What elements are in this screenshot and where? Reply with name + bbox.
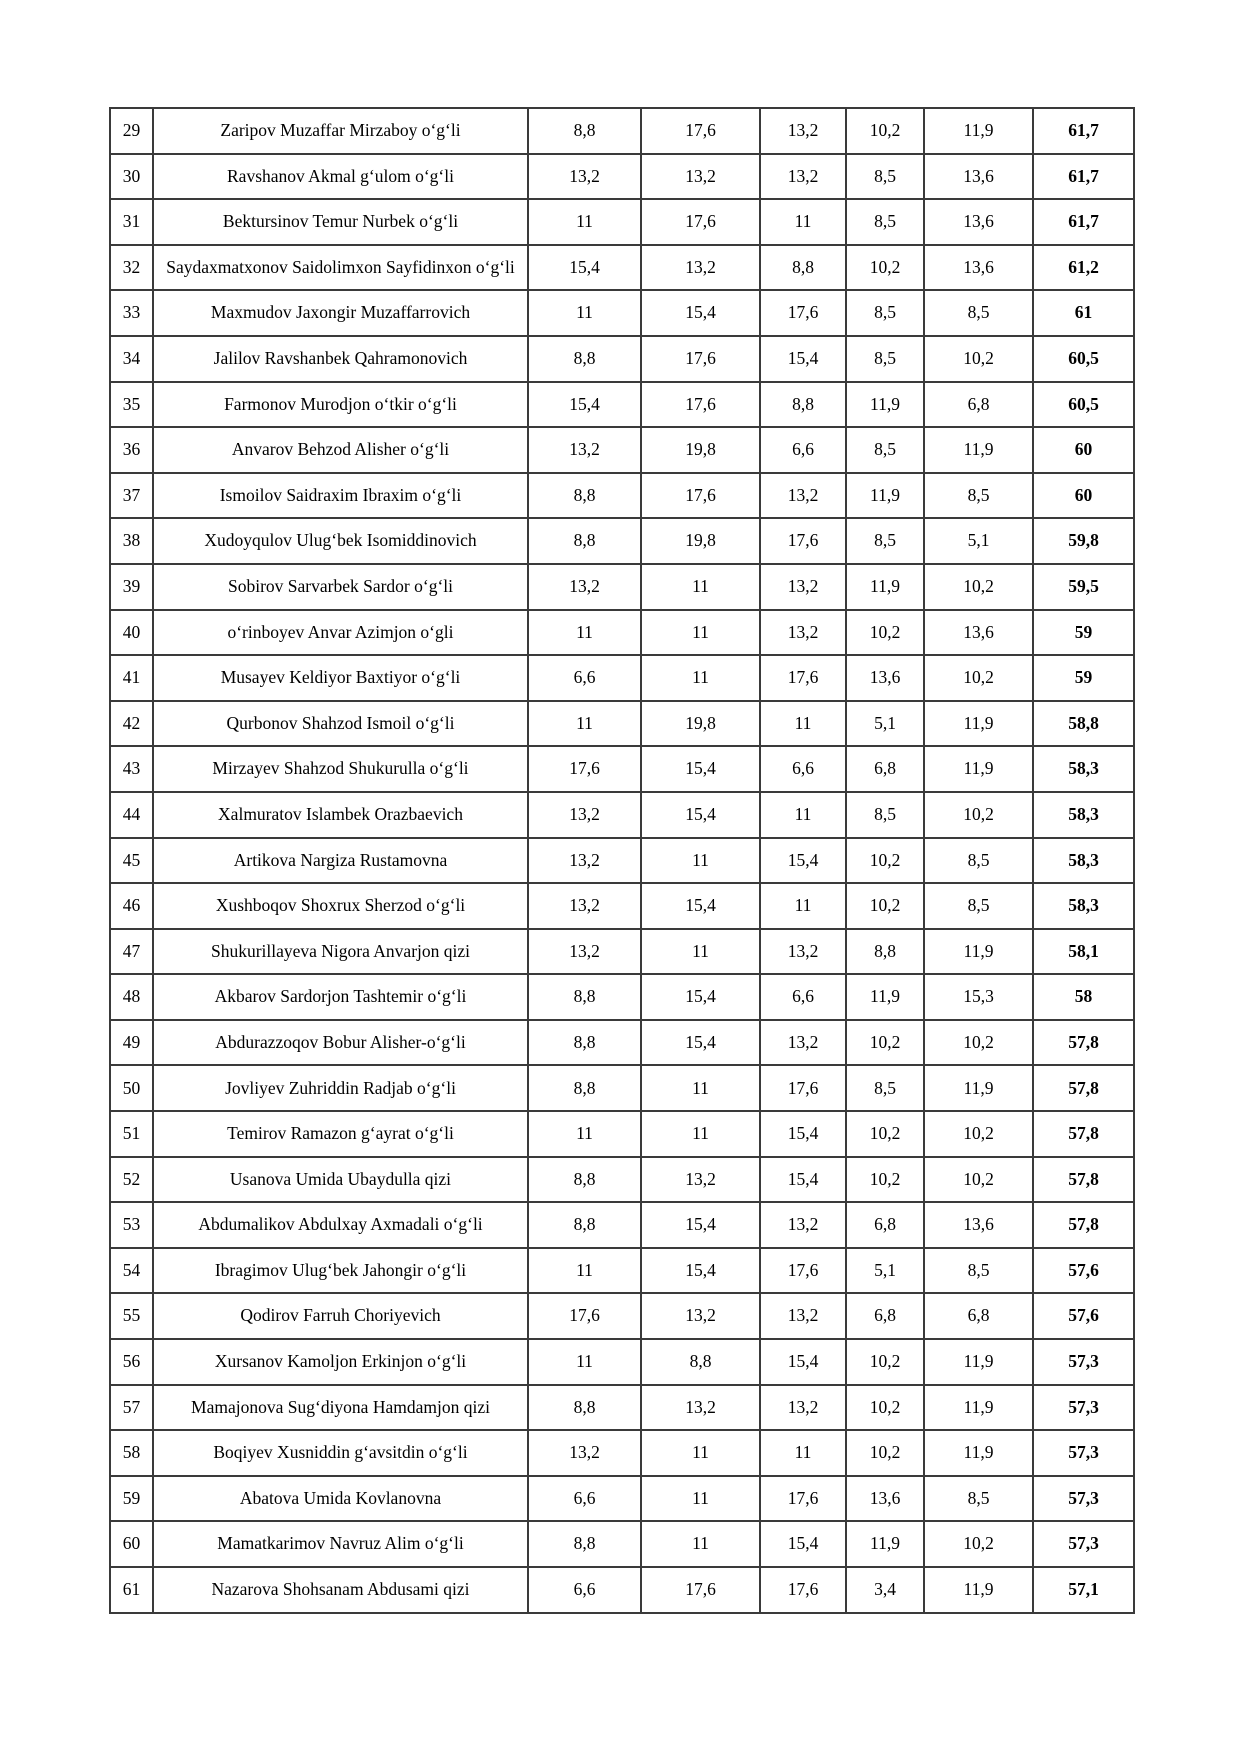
total-score-cell: 61,7 — [1033, 154, 1134, 200]
row-number-cell: 33 — [110, 290, 153, 336]
score-cell: 10,2 — [846, 1157, 924, 1203]
student-name-cell: Mamatkarimov Navruz Alim o‘g‘li — [153, 1521, 528, 1567]
score-cell: 11 — [641, 1521, 760, 1567]
student-name-cell: Farmonov Murodjon o‘tkir o‘g‘li — [153, 382, 528, 428]
score-cell: 6,8 — [846, 1293, 924, 1339]
table-row — [110, 701, 1134, 747]
table-row — [110, 290, 1134, 336]
score-cell: 15,4 — [641, 1202, 760, 1248]
score-cell: 11 — [641, 838, 760, 884]
table-row — [110, 382, 1134, 428]
score-cell: 8,8 — [528, 974, 641, 1020]
student-name-cell: Akbarov Sardorjon Tashtemir o‘g‘li — [153, 974, 528, 1020]
row-number-cell: 53 — [110, 1202, 153, 1248]
score-cell: 6,8 — [924, 1293, 1033, 1339]
score-cell: 11,9 — [846, 1521, 924, 1567]
score-cell: 8,8 — [641, 1339, 760, 1385]
score-cell: 13,2 — [760, 473, 846, 519]
total-score-cell: 61,2 — [1033, 245, 1134, 291]
score-cell: 11,9 — [846, 473, 924, 519]
table-row — [110, 883, 1134, 929]
score-cell: 6,6 — [760, 427, 846, 473]
score-cell: 11,9 — [924, 746, 1033, 792]
total-score-cell: 57,8 — [1033, 1111, 1134, 1157]
row-number-cell: 40 — [110, 610, 153, 656]
row-number-cell: 51 — [110, 1111, 153, 1157]
score-cell: 5,1 — [846, 701, 924, 747]
row-number-cell: 42 — [110, 701, 153, 747]
table-row — [110, 974, 1134, 1020]
score-cell: 15,4 — [641, 883, 760, 929]
row-number-cell: 32 — [110, 245, 153, 291]
table-row — [110, 610, 1134, 656]
score-cell: 10,2 — [846, 1385, 924, 1431]
score-cell: 6,8 — [924, 382, 1033, 428]
score-cell: 11 — [641, 610, 760, 656]
score-cell: 13,6 — [924, 199, 1033, 245]
score-cell: 19,8 — [641, 518, 760, 564]
results-table-body — [110, 108, 1134, 1613]
score-cell: 13,2 — [760, 564, 846, 610]
table-row — [110, 1567, 1134, 1613]
score-cell: 19,8 — [641, 701, 760, 747]
table-row — [110, 427, 1134, 473]
score-cell: 10,2 — [924, 792, 1033, 838]
score-cell: 13,2 — [760, 1020, 846, 1066]
table-row — [110, 518, 1134, 564]
score-cell: 11 — [641, 1430, 760, 1476]
table-row — [110, 1111, 1134, 1157]
score-cell: 11 — [528, 701, 641, 747]
score-cell: 11 — [528, 1111, 641, 1157]
table-row — [110, 655, 1134, 701]
score-cell: 11 — [641, 655, 760, 701]
score-cell: 11 — [760, 792, 846, 838]
total-score-cell: 58,8 — [1033, 701, 1134, 747]
score-cell: 11 — [760, 883, 846, 929]
total-score-cell: 58,3 — [1033, 838, 1134, 884]
score-cell: 10,2 — [846, 610, 924, 656]
score-cell: 15,4 — [760, 1521, 846, 1567]
score-cell: 13,6 — [924, 1202, 1033, 1248]
score-cell: 6,6 — [528, 1567, 641, 1613]
score-cell: 8,8 — [528, 1521, 641, 1567]
score-cell: 13,2 — [528, 154, 641, 200]
score-cell: 13,2 — [760, 610, 846, 656]
student-name-cell: Qodirov Farruh Choriyevich — [153, 1293, 528, 1339]
score-cell: 13,2 — [760, 929, 846, 975]
student-name-cell: Anvarov Behzod Alisher o‘g‘li — [153, 427, 528, 473]
row-number-cell: 38 — [110, 518, 153, 564]
score-cell: 11,9 — [846, 974, 924, 1020]
score-cell: 11 — [528, 290, 641, 336]
score-cell: 3,4 — [846, 1567, 924, 1613]
table-row — [110, 1476, 1134, 1522]
score-cell: 8,5 — [924, 1248, 1033, 1294]
score-cell: 11 — [641, 1111, 760, 1157]
row-number-cell: 31 — [110, 199, 153, 245]
student-name-cell: Mamajonova Sug‘diyona Hamdamjon qizi — [153, 1385, 528, 1431]
table-row — [110, 336, 1134, 382]
score-cell: 8,5 — [924, 883, 1033, 929]
score-cell: 8,5 — [846, 518, 924, 564]
table-row — [110, 1339, 1134, 1385]
row-number-cell: 59 — [110, 1476, 153, 1522]
total-score-cell: 61,7 — [1033, 108, 1134, 154]
score-cell: 15,4 — [760, 336, 846, 382]
total-score-cell: 57,3 — [1033, 1521, 1134, 1567]
score-cell: 17,6 — [528, 1293, 641, 1339]
score-cell: 11 — [760, 199, 846, 245]
score-cell: 13,2 — [528, 883, 641, 929]
total-score-cell: 59 — [1033, 655, 1134, 701]
score-cell: 10,2 — [846, 838, 924, 884]
total-score-cell: 57,8 — [1033, 1065, 1134, 1111]
table-row — [110, 929, 1134, 975]
score-cell: 17,6 — [760, 290, 846, 336]
row-number-cell: 56 — [110, 1339, 153, 1385]
score-cell: 11,9 — [924, 929, 1033, 975]
row-number-cell: 50 — [110, 1065, 153, 1111]
student-name-cell: Usanova Umida Ubaydulla qizi — [153, 1157, 528, 1203]
score-cell: 11 — [528, 1248, 641, 1294]
score-cell: 13,2 — [760, 108, 846, 154]
score-cell: 10,2 — [846, 883, 924, 929]
score-cell: 13,2 — [528, 792, 641, 838]
score-cell: 15,4 — [760, 1111, 846, 1157]
score-cell: 11 — [528, 199, 641, 245]
score-cell: 13,6 — [846, 1476, 924, 1522]
score-cell: 13,2 — [760, 1202, 846, 1248]
score-cell: 6,8 — [846, 746, 924, 792]
score-cell: 17,6 — [760, 1567, 846, 1613]
score-cell: 10,2 — [846, 1339, 924, 1385]
score-cell: 11 — [528, 1339, 641, 1385]
row-number-cell: 37 — [110, 473, 153, 519]
score-cell: 13,2 — [528, 1430, 641, 1476]
row-number-cell: 60 — [110, 1521, 153, 1567]
table-row — [110, 154, 1134, 200]
score-cell: 8,8 — [528, 1065, 641, 1111]
score-cell: 11,9 — [924, 1567, 1033, 1613]
student-name-cell: Abatova Umida Kovlanovna — [153, 1476, 528, 1522]
student-name-cell: Abdumalikov Abdulxay Axmadali o‘g‘li — [153, 1202, 528, 1248]
total-score-cell: 57,8 — [1033, 1157, 1134, 1203]
score-cell: 13,2 — [641, 1385, 760, 1431]
score-cell: 13,6 — [924, 154, 1033, 200]
row-number-cell: 47 — [110, 929, 153, 975]
score-cell: 11 — [641, 1476, 760, 1522]
table-row — [110, 199, 1134, 245]
row-number-cell: 34 — [110, 336, 153, 382]
score-cell: 8,8 — [528, 1202, 641, 1248]
score-cell: 17,6 — [760, 518, 846, 564]
score-cell: 15,4 — [760, 1339, 846, 1385]
table-row — [110, 1293, 1134, 1339]
score-cell: 6,8 — [846, 1202, 924, 1248]
score-cell: 8,8 — [760, 382, 846, 428]
score-cell: 15,4 — [760, 1157, 846, 1203]
score-cell: 6,6 — [528, 1476, 641, 1522]
score-cell: 17,6 — [641, 199, 760, 245]
score-cell: 13,6 — [846, 655, 924, 701]
score-cell: 13,2 — [641, 1157, 760, 1203]
score-cell: 13,2 — [760, 154, 846, 200]
score-cell: 8,5 — [846, 290, 924, 336]
score-cell: 8,5 — [924, 1476, 1033, 1522]
student-name-cell: Sobirov Sarvarbek Sardor o‘g‘li — [153, 564, 528, 610]
row-number-cell: 61 — [110, 1567, 153, 1613]
score-cell: 13,2 — [528, 838, 641, 884]
score-cell: 17,6 — [760, 655, 846, 701]
total-score-cell: 60 — [1033, 473, 1134, 519]
student-name-cell: o‘rinboyev Anvar Azimjon o‘gli — [153, 610, 528, 656]
score-cell: 8,8 — [528, 518, 641, 564]
score-cell: 11,9 — [846, 382, 924, 428]
score-cell: 17,6 — [641, 108, 760, 154]
score-cell: 15,4 — [528, 245, 641, 291]
score-cell: 8,8 — [528, 108, 641, 154]
score-cell: 8,5 — [846, 792, 924, 838]
score-cell: 17,6 — [641, 336, 760, 382]
student-name-cell: Ibragimov Ulug‘bek Jahongir o‘g‘li — [153, 1248, 528, 1294]
total-score-cell: 58,3 — [1033, 792, 1134, 838]
score-cell: 11 — [528, 610, 641, 656]
total-score-cell: 59,5 — [1033, 564, 1134, 610]
student-name-cell: Artikova Nargiza Rustamovna — [153, 838, 528, 884]
score-cell: 15,4 — [641, 746, 760, 792]
score-cell: 15,3 — [924, 974, 1033, 1020]
score-cell: 15,4 — [641, 792, 760, 838]
row-number-cell: 58 — [110, 1430, 153, 1476]
student-name-cell: Shukurillayeva Nigora Anvarjon qizi — [153, 929, 528, 975]
row-number-cell: 43 — [110, 746, 153, 792]
score-cell: 8,5 — [846, 154, 924, 200]
total-score-cell: 60 — [1033, 427, 1134, 473]
score-cell: 13,2 — [641, 1293, 760, 1339]
table-row — [110, 838, 1134, 884]
table-row — [110, 245, 1134, 291]
score-cell: 13,6 — [924, 245, 1033, 291]
table-row — [110, 792, 1134, 838]
table-row — [110, 1248, 1134, 1294]
score-cell: 11,9 — [924, 701, 1033, 747]
score-cell: 13,2 — [528, 929, 641, 975]
score-cell: 11 — [641, 929, 760, 975]
student-name-cell: Temirov Ramazon g‘ayrat o‘g‘li — [153, 1111, 528, 1157]
score-cell: 8,8 — [528, 473, 641, 519]
score-cell: 11 — [760, 701, 846, 747]
score-cell: 6,6 — [528, 655, 641, 701]
score-cell: 19,8 — [641, 427, 760, 473]
score-cell: 17,6 — [760, 1248, 846, 1294]
score-cell: 10,2 — [846, 108, 924, 154]
score-cell: 15,4 — [641, 1020, 760, 1066]
row-number-cell: 41 — [110, 655, 153, 701]
student-name-cell: Xudoyqulov Ulug‘bek Isomiddinovich — [153, 518, 528, 564]
student-name-cell: Xushboqov Shoxrux Sherzod o‘g‘li — [153, 883, 528, 929]
score-cell: 15,4 — [641, 974, 760, 1020]
score-cell: 17,6 — [760, 1065, 846, 1111]
score-cell: 8,5 — [846, 336, 924, 382]
score-cell: 13,2 — [528, 564, 641, 610]
score-cell: 5,1 — [924, 518, 1033, 564]
table-row — [110, 746, 1134, 792]
score-cell: 10,2 — [846, 1111, 924, 1157]
total-score-cell: 59,8 — [1033, 518, 1134, 564]
total-score-cell: 58 — [1033, 974, 1134, 1020]
score-cell: 15,4 — [760, 838, 846, 884]
score-cell: 15,4 — [528, 382, 641, 428]
score-cell: 13,2 — [641, 245, 760, 291]
student-name-cell: Musayev Keldiyor Baxtiyor o‘g‘li — [153, 655, 528, 701]
row-number-cell: 36 — [110, 427, 153, 473]
score-cell: 13,6 — [924, 610, 1033, 656]
table-row — [110, 1521, 1134, 1567]
total-score-cell: 57,8 — [1033, 1020, 1134, 1066]
score-cell: 11 — [641, 1065, 760, 1111]
row-number-cell: 48 — [110, 974, 153, 1020]
score-cell: 11,9 — [924, 1430, 1033, 1476]
table-row — [110, 1020, 1134, 1066]
total-score-cell: 57,6 — [1033, 1293, 1134, 1339]
student-name-cell: Nazarova Shohsanam Abdusami qizi — [153, 1567, 528, 1613]
row-number-cell: 46 — [110, 883, 153, 929]
row-number-cell: 57 — [110, 1385, 153, 1431]
student-name-cell: Xalmuratov Islambek Orazbaevich — [153, 792, 528, 838]
score-cell: 11,9 — [924, 1339, 1033, 1385]
score-cell: 17,6 — [641, 473, 760, 519]
table-row — [110, 1385, 1134, 1431]
score-cell: 11,9 — [924, 108, 1033, 154]
score-cell: 10,2 — [924, 1157, 1033, 1203]
score-cell: 10,2 — [924, 564, 1033, 610]
score-cell: 10,2 — [924, 1020, 1033, 1066]
table-row — [110, 473, 1134, 519]
score-cell: 8,5 — [846, 427, 924, 473]
row-number-cell: 49 — [110, 1020, 153, 1066]
total-score-cell: 57,3 — [1033, 1430, 1134, 1476]
total-score-cell: 57,6 — [1033, 1248, 1134, 1294]
student-name-cell: Xursanov Kamoljon Erkinjon o‘g‘li — [153, 1339, 528, 1385]
score-cell: 17,6 — [528, 746, 641, 792]
row-number-cell: 52 — [110, 1157, 153, 1203]
row-number-cell: 54 — [110, 1248, 153, 1294]
table-row — [110, 1202, 1134, 1248]
score-cell: 13,2 — [641, 154, 760, 200]
student-name-cell: Ravshanov Akmal g‘ulom o‘g‘li — [153, 154, 528, 200]
row-number-cell: 29 — [110, 108, 153, 154]
student-name-cell: Qurbonov Shahzod Ismoil o‘g‘li — [153, 701, 528, 747]
score-cell: 8,8 — [528, 1157, 641, 1203]
score-cell: 13,2 — [528, 427, 641, 473]
score-cell: 17,6 — [760, 1476, 846, 1522]
student-name-cell: Maxmudov Jaxongir Muzaffarrovich — [153, 290, 528, 336]
score-cell: 6,6 — [760, 746, 846, 792]
score-cell: 11,9 — [924, 1385, 1033, 1431]
score-cell: 8,8 — [760, 245, 846, 291]
student-name-cell: Jalilov Ravshanbek Qahramonovich — [153, 336, 528, 382]
table-row — [110, 1157, 1134, 1203]
student-name-cell: Saydaxmatxonov Saidolimxon Sayfidinxon o‘g‘li — [153, 245, 528, 291]
table-row — [110, 1065, 1134, 1111]
score-cell: 8,8 — [846, 929, 924, 975]
score-cell: 11,9 — [924, 1065, 1033, 1111]
total-score-cell: 61,7 — [1033, 199, 1134, 245]
total-score-cell: 57,1 — [1033, 1567, 1134, 1613]
total-score-cell: 57,3 — [1033, 1385, 1134, 1431]
score-cell: 11,9 — [924, 427, 1033, 473]
total-score-cell: 61 — [1033, 290, 1134, 336]
score-cell: 10,2 — [924, 1521, 1033, 1567]
total-score-cell: 58,3 — [1033, 883, 1134, 929]
row-number-cell: 35 — [110, 382, 153, 428]
row-number-cell: 30 — [110, 154, 153, 200]
total-score-cell: 57,8 — [1033, 1202, 1134, 1248]
score-table — [109, 107, 1135, 1614]
score-cell: 8,5 — [846, 199, 924, 245]
score-cell: 10,2 — [846, 245, 924, 291]
score-cell: 6,6 — [760, 974, 846, 1020]
score-cell: 13,2 — [760, 1385, 846, 1431]
score-cell: 8,8 — [528, 1020, 641, 1066]
score-cell: 17,6 — [641, 1567, 760, 1613]
score-cell: 8,5 — [924, 473, 1033, 519]
score-cell: 10,2 — [846, 1430, 924, 1476]
score-cell: 10,2 — [924, 336, 1033, 382]
student-name-cell: Zaripov Muzaffar Mirzaboy o‘g‘li — [153, 108, 528, 154]
score-cell: 8,8 — [528, 336, 641, 382]
total-score-cell: 57,3 — [1033, 1339, 1134, 1385]
score-cell: 10,2 — [924, 655, 1033, 701]
table-row — [110, 1430, 1134, 1476]
total-score-cell: 58,1 — [1033, 929, 1134, 975]
student-name-cell: Jovliyev Zuhriddin Radjab o‘g‘li — [153, 1065, 528, 1111]
table-row — [110, 564, 1134, 610]
score-cell: 11 — [760, 1430, 846, 1476]
total-score-cell: 60,5 — [1033, 382, 1134, 428]
table-row — [110, 108, 1134, 154]
score-cell: 10,2 — [924, 1111, 1033, 1157]
total-score-cell: 60,5 — [1033, 336, 1134, 382]
student-name-cell: Bektursinov Temur Nurbek o‘g‘li — [153, 199, 528, 245]
total-score-cell: 59 — [1033, 610, 1134, 656]
score-cell: 17,6 — [641, 382, 760, 428]
total-score-cell: 58,3 — [1033, 746, 1134, 792]
row-number-cell: 44 — [110, 792, 153, 838]
score-cell: 10,2 — [846, 1020, 924, 1066]
student-name-cell: Abdurazzoqov Bobur Alisher-o‘g‘li — [153, 1020, 528, 1066]
score-cell: 11 — [641, 564, 760, 610]
score-cell: 8,5 — [846, 1065, 924, 1111]
row-number-cell: 39 — [110, 564, 153, 610]
score-cell: 15,4 — [641, 290, 760, 336]
score-cell: 15,4 — [641, 1248, 760, 1294]
student-name-cell: Mirzayev Shahzod Shukurulla o‘g‘li — [153, 746, 528, 792]
score-cell: 11,9 — [846, 564, 924, 610]
total-score-cell: 57,3 — [1033, 1476, 1134, 1522]
score-cell: 8,5 — [924, 838, 1033, 884]
score-cell: 13,2 — [760, 1293, 846, 1339]
row-number-cell: 45 — [110, 838, 153, 884]
student-name-cell: Boqiyev Xusniddin g‘avsitdin o‘g‘li — [153, 1430, 528, 1476]
score-cell: 8,5 — [924, 290, 1033, 336]
row-number-cell: 55 — [110, 1293, 153, 1339]
score-cell: 8,8 — [528, 1385, 641, 1431]
student-name-cell: Ismoilov Saidraxim Ibraxim o‘g‘li — [153, 473, 528, 519]
score-cell: 5,1 — [846, 1248, 924, 1294]
